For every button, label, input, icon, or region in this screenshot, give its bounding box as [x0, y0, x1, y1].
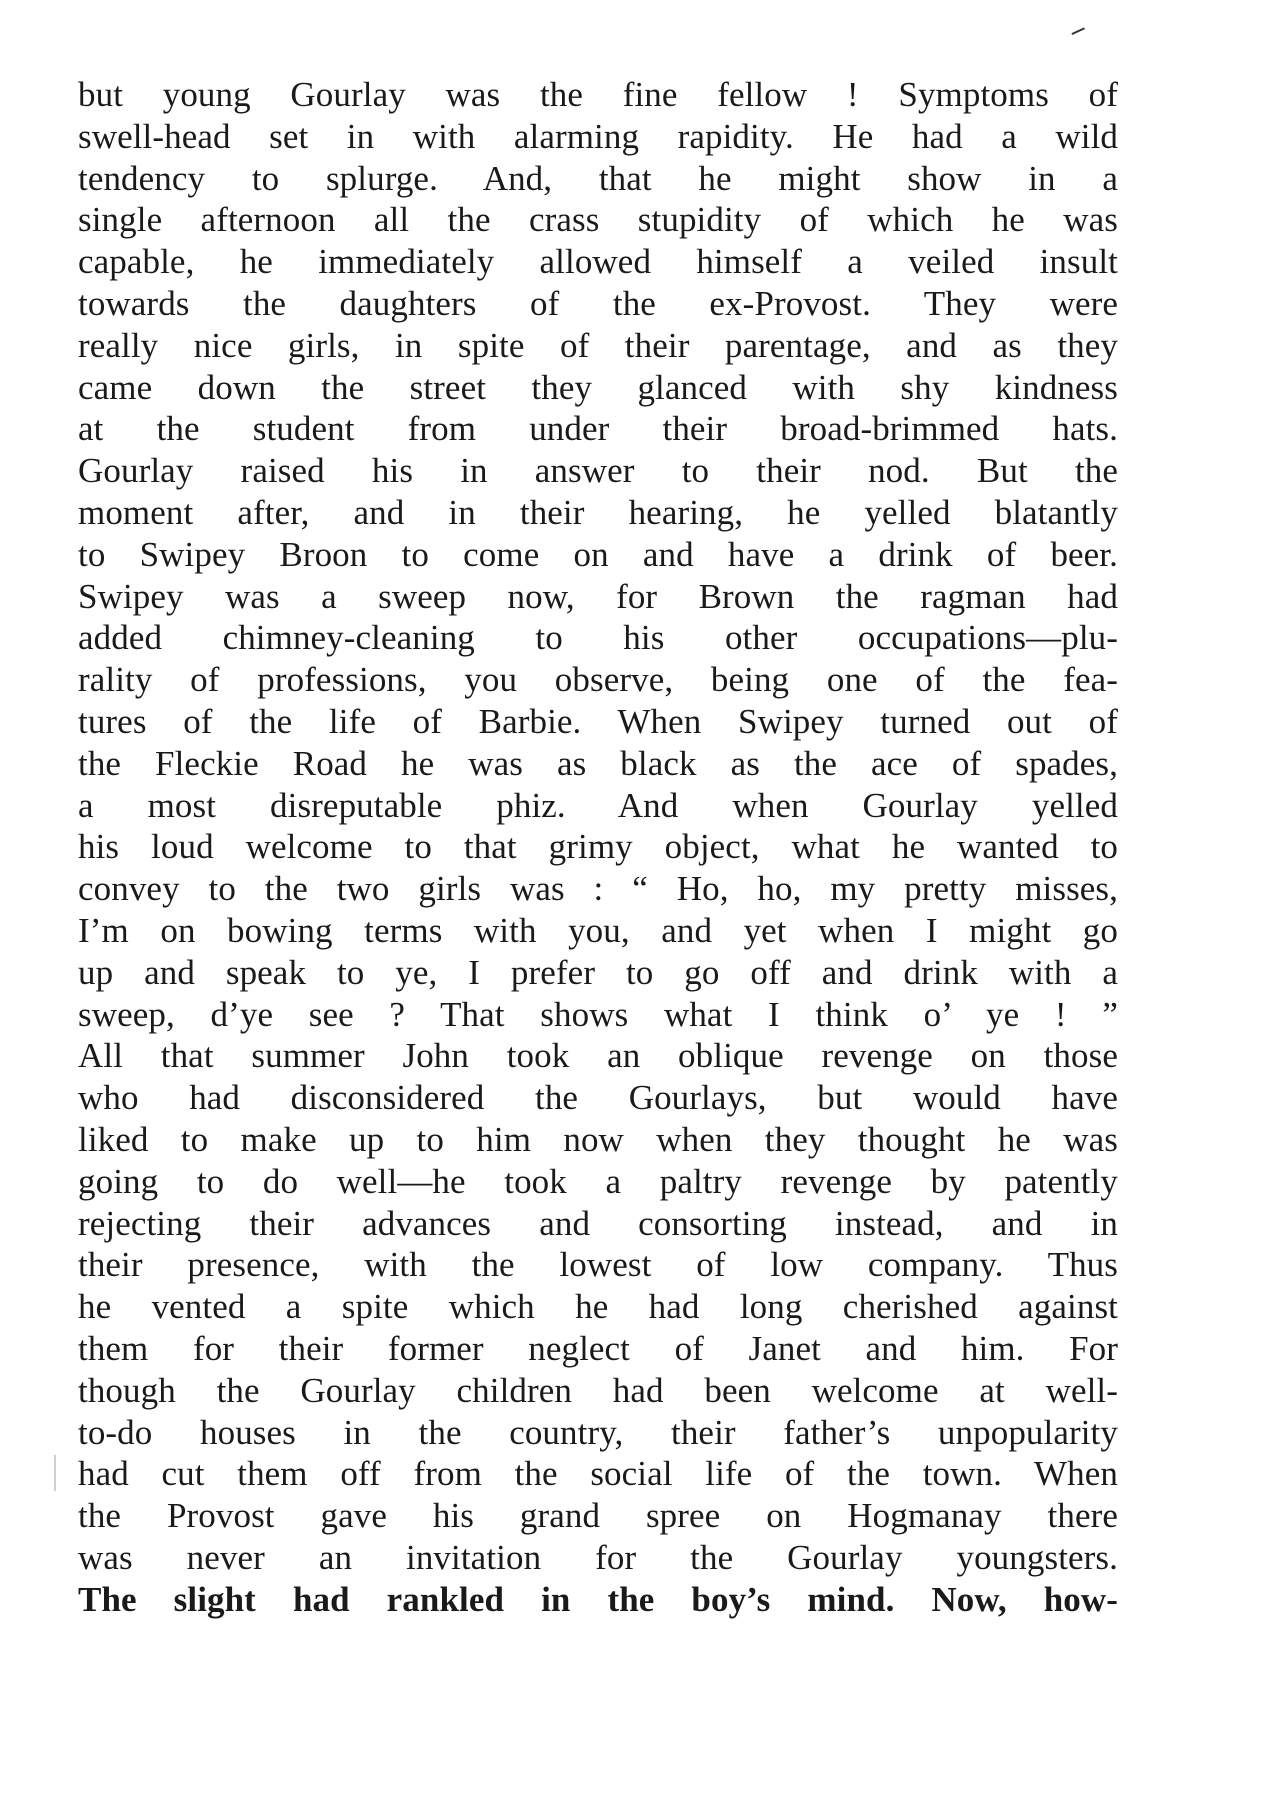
- text-line: the Provost gave his grand spree on Hogmanay there: [78, 1496, 1118, 1536]
- text-line: Gourlay raised his in answer to their nod. But the: [78, 451, 1118, 491]
- text-line: All that summer John took an oblique revenge on those: [78, 1036, 1118, 1076]
- text-line: added chimney-cleaning to his other occupations—plu-: [78, 618, 1118, 658]
- text-line: liked to make up to him now when they thought he was: [78, 1119, 1118, 1159]
- margin-rule: [54, 1455, 56, 1491]
- text-line: a most disreputable phiz. And when Gourlay yelled: [78, 785, 1118, 825]
- text-line: tures of the life of Barbie. When Swipey turned out of: [78, 701, 1118, 741]
- text-line: up and speak to ye, I prefer to go off and drink with a: [78, 952, 1118, 992]
- text-line: rejecting their advances and consorting instead, and in: [78, 1203, 1118, 1243]
- text-line: to Swipey Broon to come on and have a drink of beer.: [78, 534, 1118, 574]
- text-line: who had disconsidered the Gourlays, but would have: [78, 1078, 1118, 1118]
- text-line: his loud welcome to that grimy object, what he wanted to: [78, 827, 1118, 867]
- text-line: to-do houses in the country, their father’s unpopularity: [78, 1412, 1118, 1452]
- text-line: single afternoon all the crass stupidity of which he was: [78, 200, 1118, 240]
- text-line: really nice girls, in spite of their parentage, and as they: [78, 325, 1118, 365]
- text-line: had cut them off from the social life of the town. When: [78, 1454, 1118, 1494]
- text-line: the Fleckie Road he was as black as the ace of spades,: [78, 743, 1118, 783]
- text-line: swell-head set in with alarming rapidity. He had a wild: [78, 116, 1118, 156]
- text-line: The slight had rankled in the boy’s mind. Now, how-: [78, 1579, 1118, 1619]
- corner-mark: [1071, 27, 1086, 38]
- text-line: capable, he immediately allowed himself a veiled insult: [78, 242, 1118, 282]
- text-line: Swipey was a sweep now, for Brown the ragman had: [78, 576, 1118, 616]
- text-line: going to do well—he took a paltry revenge by patently: [78, 1161, 1118, 1201]
- text-line: rality of professions, you observe, being one of the fea-: [78, 660, 1118, 700]
- text-line: he vented a spite which he had long cherished against: [78, 1287, 1118, 1327]
- text-line: though the Gourlay children had been welcome at well-: [78, 1370, 1118, 1410]
- text-line: was never an invitation for the Gourlay youngsters.: [78, 1537, 1118, 1577]
- text-line: sweep, d’ye see ? That shows what I think o’ ye ! ”: [78, 994, 1118, 1034]
- text-line: their presence, with the lowest of low company. Thus: [78, 1245, 1118, 1285]
- text-line: convey to the two girls was : “ Ho, ho, my pretty misses,: [78, 869, 1118, 909]
- text-line: towards the daughters of the ex-Provost. They were: [78, 283, 1118, 323]
- text-line: at the student from under their broad-brimmed hats.: [78, 409, 1118, 449]
- text-line: tendency to splurge. And, that he might show in a: [78, 158, 1118, 198]
- text-line: moment after, and in their hearing, he yelled blatantly: [78, 492, 1118, 532]
- body-text: [78, 74, 1118, 1620]
- text-line: them for their former neglect of Janet and him. For: [78, 1328, 1118, 1368]
- text-line: but young Gourlay was the fine fellow ! Symptoms of: [78, 75, 1118, 114]
- text-line: came down the street they glanced with shy kindness: [78, 367, 1118, 407]
- text-line: I’m on bowing terms with you, and yet when I might go: [78, 910, 1118, 950]
